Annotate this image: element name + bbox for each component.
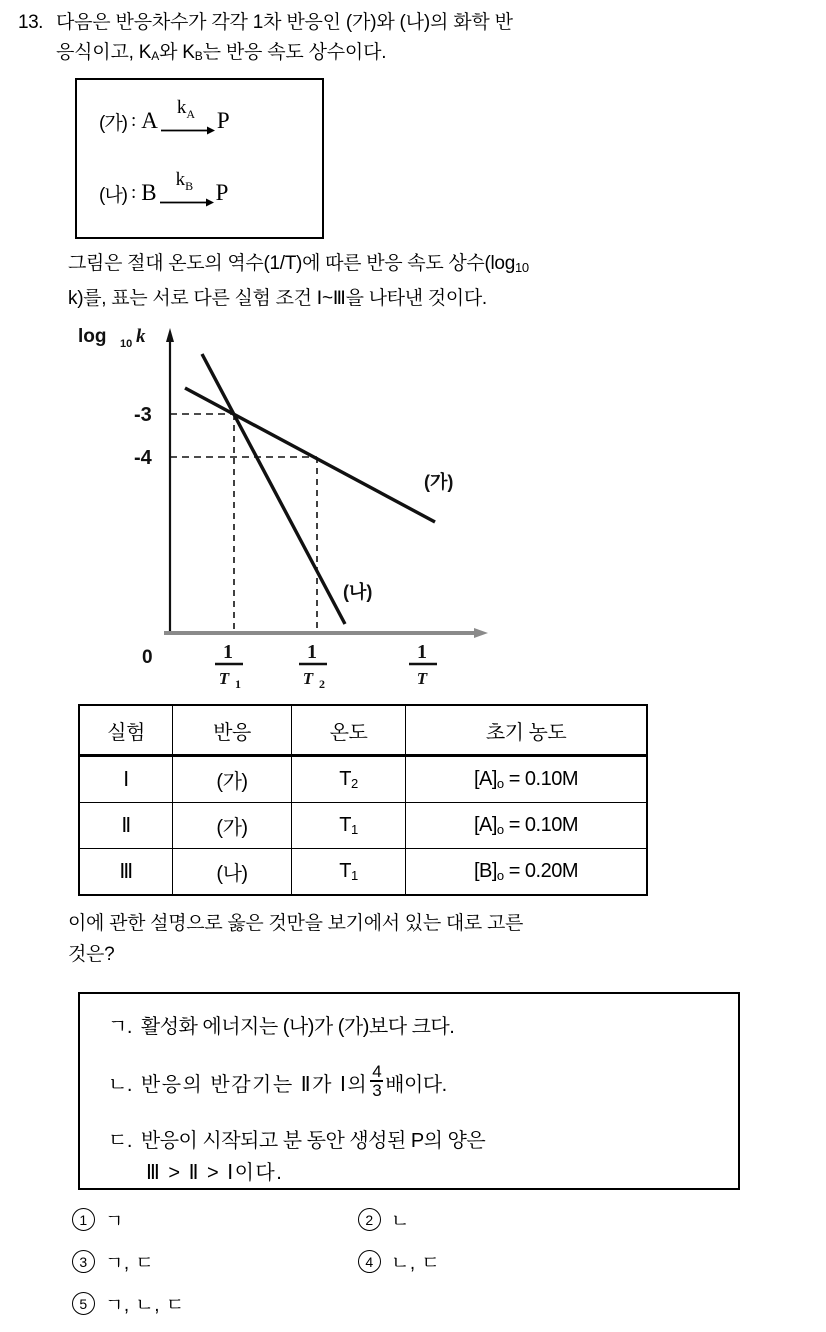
cell-temperature-sub: 1 bbox=[350, 822, 358, 837]
cell-concentration bbox=[406, 849, 648, 896]
cell-concentration-value: = 0.20M bbox=[503, 860, 579, 882]
experiment-conditions-table bbox=[78, 704, 648, 896]
statement-text-2-after: 배이다. bbox=[385, 1073, 447, 1096]
stem-sub-a: A bbox=[151, 49, 160, 63]
y-tick-label-minus4: -4 bbox=[134, 447, 152, 469]
y-axis-title bbox=[78, 326, 146, 350]
statement-item-3 bbox=[108, 1124, 485, 1153]
question-tail bbox=[68, 908, 788, 970]
x-tick-1-denominator: T bbox=[218, 669, 230, 688]
cell-reaction: (가) bbox=[173, 803, 292, 849]
table-header-initial-concentration: 초기 농도 bbox=[406, 705, 648, 756]
answer-label-2: ㄴ bbox=[391, 1211, 410, 1232]
table-header-row bbox=[79, 705, 647, 756]
statement-item-1 bbox=[108, 1010, 454, 1039]
answer-label-1: ㄱ bbox=[105, 1211, 124, 1232]
statement-text-1: 활성화 에너지는 (나)가 (가)보다 크다. bbox=[140, 1016, 455, 1038]
reaction-arrow-group-na bbox=[160, 169, 214, 208]
x-axis bbox=[164, 628, 488, 638]
cell-reaction: (가) bbox=[173, 756, 292, 803]
reaction-colon-ga: : bbox=[131, 110, 137, 131]
x-tick-2-numerator: 1 bbox=[307, 641, 317, 663]
guide-line-minus3 bbox=[170, 414, 234, 633]
cell-experiment: Ⅱ bbox=[79, 803, 173, 849]
x-tick-2-denominator-sub: 2 bbox=[319, 677, 325, 691]
reaction-scheme-box bbox=[75, 78, 324, 239]
cell-reaction: (나) bbox=[173, 849, 292, 896]
question-stem bbox=[18, 8, 808, 71]
question-text bbox=[56, 8, 756, 71]
statements-box bbox=[78, 992, 740, 1190]
reactant-b: B bbox=[141, 180, 157, 205]
stem-part-b: 와 K bbox=[159, 42, 195, 63]
fraction-four-thirds bbox=[370, 1063, 383, 1100]
answer-row-2 bbox=[72, 1248, 772, 1290]
question-number: 13. bbox=[18, 12, 43, 33]
table-header-experiment: 실험 bbox=[79, 705, 173, 756]
answer-number-3: 3 bbox=[72, 1250, 95, 1273]
x-tick-1-over-T2 bbox=[299, 641, 327, 691]
x-axis-variable-label bbox=[409, 641, 437, 688]
question-tail-line-2: 것은? bbox=[68, 944, 115, 965]
rate-constant-kb-letter: k bbox=[175, 169, 186, 190]
arrow-right-icon bbox=[160, 197, 214, 208]
cell-concentration bbox=[406, 756, 648, 803]
statement-text-2-before: 반응의 반감기는 Ⅱ가 Ⅰ의 bbox=[140, 1073, 369, 1096]
figure-intro-line-2: k)를, 표는 서로 다른 실험 조건 Ⅰ~Ⅲ을 나타낸 것이다. bbox=[68, 288, 487, 309]
reaction-colon-na: : bbox=[131, 182, 137, 203]
rate-constant-ka-sub: A bbox=[186, 106, 196, 121]
table-header-temperature: 온도 bbox=[292, 705, 406, 756]
statement-marker-3: ㄷ. bbox=[108, 1130, 132, 1152]
cell-concentration-species: [A] bbox=[473, 768, 497, 790]
x-tick-1-denominator-sub: 1 bbox=[235, 677, 241, 691]
x-tick-3-denominator: T bbox=[416, 669, 428, 688]
answer-row-3 bbox=[72, 1290, 772, 1332]
answer-number-4: 4 bbox=[358, 1250, 381, 1273]
figure-intro-text-a: 그림은 절대 온도의 역수(1/T)에 따른 반응 속도 상수(log bbox=[68, 253, 515, 274]
cell-temperature-main: T bbox=[339, 768, 351, 790]
arrhenius-plot bbox=[60, 320, 490, 695]
stem-sub-b: B bbox=[194, 49, 203, 63]
y-axis bbox=[166, 328, 174, 633]
answer-option-1[interactable] bbox=[72, 1206, 124, 1233]
x-tick-3-numerator: 1 bbox=[417, 641, 427, 663]
y-tick-label-minus3: -3 bbox=[134, 404, 152, 426]
figure-intro-line-1 bbox=[68, 248, 786, 283]
cell-concentration bbox=[406, 803, 648, 849]
answer-options bbox=[72, 1206, 772, 1332]
series-label-ga: (가) bbox=[424, 472, 454, 492]
answer-option-5[interactable] bbox=[72, 1290, 185, 1317]
cell-concentration-sub: o bbox=[496, 776, 504, 791]
x-tick-1-over-T1 bbox=[215, 641, 243, 691]
answer-number-2: 2 bbox=[358, 1208, 381, 1231]
guide-line-minus4 bbox=[170, 457, 317, 633]
product-p-ga: P bbox=[216, 108, 230, 133]
table-header-reaction: 반응 bbox=[173, 705, 292, 756]
table-header bbox=[79, 705, 647, 756]
question-tail-line-1: 이에 관한 설명으로 옳은 것만을 보기에서 있는 대로 고른 bbox=[68, 913, 524, 934]
statement-text-3-continuation: Ⅲ > Ⅱ > Ⅰ이다. bbox=[146, 1162, 284, 1184]
product-p-na: P bbox=[215, 180, 229, 205]
reaction-row-ga bbox=[99, 97, 230, 136]
cell-concentration-species: [B] bbox=[473, 860, 497, 882]
cell-concentration-value: = 0.10M bbox=[503, 814, 579, 836]
reaction-row-na bbox=[99, 169, 229, 208]
rate-constant-ka bbox=[177, 97, 195, 122]
answer-label-4: ㄴ, ㄷ bbox=[391, 1253, 441, 1274]
cell-concentration-species: [A] bbox=[473, 814, 497, 836]
rate-constant-kb bbox=[176, 169, 194, 194]
answer-label-5: ㄱ, ㄴ, ㄷ bbox=[105, 1295, 185, 1316]
statement-marker-2: ㄴ. bbox=[108, 1073, 132, 1096]
cell-experiment: Ⅰ bbox=[79, 756, 173, 803]
figure-intro-sub: 10 bbox=[514, 260, 529, 275]
cell-temperature bbox=[292, 756, 406, 803]
rate-constant-kb-sub: B bbox=[185, 178, 194, 193]
question-stem-line-1: 다음은 반응차수가 각각 1차 반응인 (가)와 (나)의 화학 반 bbox=[56, 12, 513, 33]
y-axis-title-sub: 10 bbox=[120, 338, 133, 350]
answer-label-3: ㄱ, ㄷ bbox=[105, 1253, 155, 1274]
cell-concentration-sub: o bbox=[496, 822, 504, 837]
y-axis-title-variable: k bbox=[136, 326, 146, 347]
table-row bbox=[79, 803, 647, 849]
answer-row-1 bbox=[72, 1206, 772, 1248]
x-tick-2-denominator: T bbox=[302, 669, 314, 688]
answer-option-4[interactable] bbox=[358, 1248, 440, 1275]
series-line-na bbox=[202, 354, 345, 624]
y-axis-title-main: log bbox=[78, 326, 107, 347]
figure-intro-paragraph bbox=[68, 248, 786, 314]
stem-part-c: 는 반응 속도 상수이다. bbox=[202, 42, 387, 63]
fraction-numerator: 4 bbox=[372, 1062, 382, 1081]
cell-concentration-sub: o bbox=[496, 868, 504, 883]
table-body bbox=[79, 756, 647, 896]
cell-temperature-sub: 2 bbox=[350, 776, 358, 791]
reaction-label-na: (나) bbox=[99, 184, 128, 206]
cell-temperature-main: T bbox=[339, 860, 351, 882]
statement-item-2 bbox=[108, 1064, 447, 1101]
reaction-arrow-group-ga bbox=[161, 97, 215, 136]
cell-temperature bbox=[292, 849, 406, 896]
arrhenius-plot-svg bbox=[60, 320, 490, 695]
fraction-denominator: 3 bbox=[372, 1081, 382, 1101]
reaction-label-ga: (가) bbox=[99, 112, 128, 134]
stem-part-a: 응식이고, K bbox=[56, 42, 152, 63]
table-row bbox=[79, 849, 647, 896]
question-stem-line-2 bbox=[56, 38, 756, 71]
cell-temperature-main: T bbox=[339, 814, 351, 836]
rate-constant-ka-letter: k bbox=[176, 97, 187, 118]
cell-experiment: Ⅲ bbox=[79, 849, 173, 896]
series-label-na: (나) bbox=[343, 582, 373, 602]
table-row bbox=[79, 756, 647, 803]
statement-marker-1: ㄱ. bbox=[108, 1016, 132, 1038]
answer-option-2[interactable] bbox=[358, 1206, 410, 1233]
origin-label: 0 bbox=[142, 647, 153, 668]
series-line-ga bbox=[185, 388, 435, 522]
cell-concentration-value: = 0.10M bbox=[503, 768, 579, 790]
x-tick-1-numerator: 1 bbox=[223, 641, 233, 663]
arrow-right-icon bbox=[161, 125, 215, 136]
answer-number-5: 5 bbox=[72, 1292, 95, 1315]
answer-number-1: 1 bbox=[72, 1208, 95, 1231]
reactant-a: A bbox=[141, 108, 158, 133]
cell-temperature bbox=[292, 803, 406, 849]
cell-temperature-sub: 1 bbox=[350, 868, 358, 883]
statement-text-3: 반응이 시작되고 분 동안 생성된 P의 양은 bbox=[140, 1130, 486, 1152]
answer-option-3[interactable] bbox=[72, 1248, 154, 1275]
